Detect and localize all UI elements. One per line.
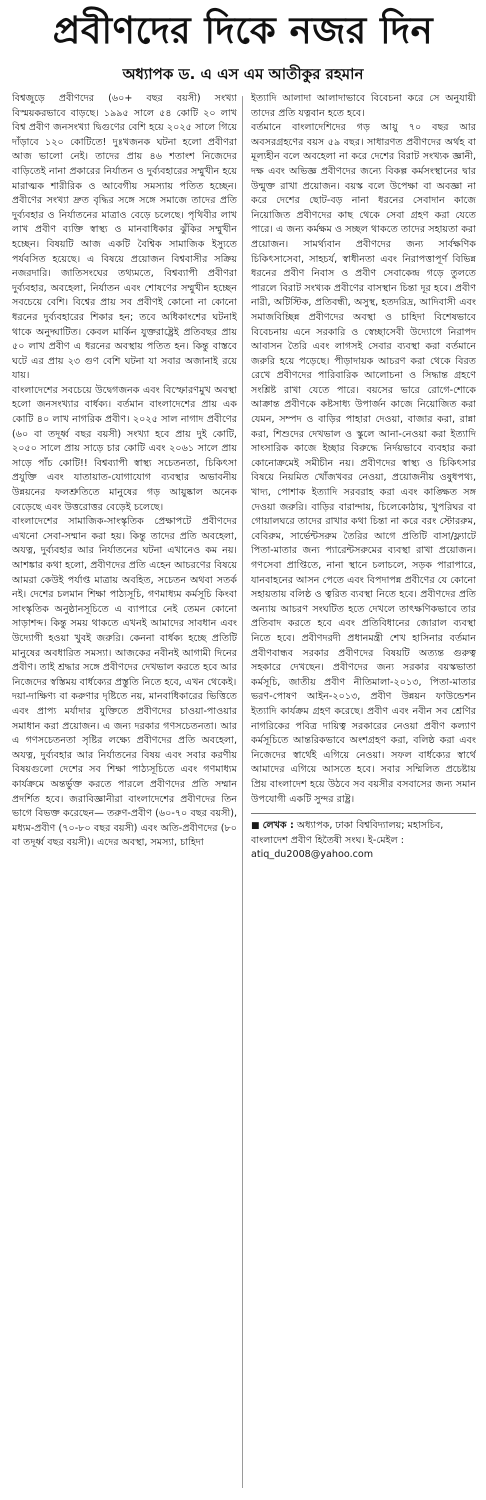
paragraph: ইত্যাদি আলাদা আলাদাভাবে বিবেচনা করে সে অনুযায়ী তাদের প্রতি যত্নবান হতে হবে। (251, 93, 476, 119)
article-byline: অধ্যাপক ড. এ এস এম আতীকুর রহমান (122, 65, 364, 83)
column-divider (242, 96, 243, 1488)
paragraph: বাংলাদেশের সবচেয়ে উদ্বেগজনক এবং বিস্ফোরণমুখ অবস্থা হলো জনসংখ্যার বার্ধক্য। বর্তমান বাংলাদেশের প্রায় এক কোটি ৪০ লাখ নাগরিক প্রবীণ। ২০২৫ সাল নাগাদ প্রবীণের (৬০ বা তদূর্ধ্ব বছর বয়সী) সংখ্যা হবে প্রায় দুই কোটি, ২০৫০ সালে প্রায় সাড়ে চার কোটি এবং ২০৬১ সালে প্রায় সাড়ে পাঁচ কোটি!! বিশ্বব্যাপী স্বাস্থ্য সচেতনতা, চিকিৎসা প্রযুক্তি এবং যাতায়াত-যোগাযোগ ব্যবস্থার অভাবনীয় উন্নয়নের ফলশ্রুতিতে মানুষের গড় আয়ুষ্কাল অনেক বেড়েছে এবং উত্তরোত্তর বেড়েই চলেছে। (12, 384, 237, 513)
author-note-text: অধ্যাপক, ঢাকা বিশ্ববিদ্যালয়; মহাসচিব, বাংলাদেশ প্রবীণ হিতৈষী সংঘ। ই-মেইল : atiq_du2008@yahoo.com (251, 820, 444, 861)
paragraph: বাংলাদেশের সামাজিক-সাংস্কৃতিক প্রেক্ষাপটে প্রবীণদের এখনো সেবা-সম্মান করা হয়। কিন্তু তাদের প্রতি অবহেলা, অযত্ন, দুর্ব্যবহার আর নির্যাতনের ঘটনা এখানেও কম নয়। আশঙ্কার কথা হলো, প্রবীণদের প্রতি এহেন আচরণের বিষয়ে আমরা কেউই পর্যাপ্ত মাত্রায় অবহিত, সচেতন অথবা সতর্ক নই। দেশের চলমান শিক্ষা পাঠ্যসূচি, গণমাধ্যম কর্মসূচি কিংবা সাংস্কৃতিক অনুষ্ঠানসূচিতে এ ব্যাপারে নেই তেমন কোনো সাড়াশব্দ। কিন্তু সময় থাকতে এখনই আমাদের সাবধান এবং উদ্যোগী হওয়া খুবই জরুরি। কেননা বার্ধক্য হচ্ছে প্রতিটি মানুষের অবধারিত সমস্যা। আজকের নবীনই আগামী দিনের প্রবীণ। তাই শ্রদ্ধার সঙ্গে প্রবীণদের দেখভাল করতে হবে আর নিজেদের স্বস্তিময় বার্ধক্যের প্রস্তুতি নিতে হবে, এখন থেকেই। (12, 516, 237, 688)
author-note (251, 813, 476, 863)
right-column (251, 92, 476, 1487)
paragraph: বর্তমানে বাংলাদেশিদের গড় আয়ু ৭০ বছর আর অবসরগ্রহণের বয়স ৫৯ বছর। সাধারণত প্রবীণদের অর্থহ বা মূল্যহীন বলে অবহেলা না করে দেশের বিরাট সংখ্যক জ্ঞানী, দক্ষ এবং অভিজ্ঞ প্রবীণদের জন্যে বিকল্প কর্মসংস্থানের দ্বার উন্মুক্ত রাখা প্রয়োজন। বয়স্ক বলে উপেক্ষা বা অবজ্ঞা না করে দেশের ছোট-বড় নানা ধরনের সেবাদান কাজে নিয়োজিত প্রবীণদের কাছ থেকে সেবা গ্রহণ করা যেতে পারে। এ জন্য কর্মক্ষম ও সচ্ছল থাকতে তাদের সহায়তা করা প্রয়োজন। সামর্থ্যবান প্রবীণদের জন্য সার্বক্ষণিক চিকিৎসাসেবা, সাহচর্য, স্বাধীনতা এবং নিরাপত্তাপূর্ণ বিভিন্ন ধরনের প্রবীণ নিবাস ও প্রবীণ সেবাকেন্দ্র গড়ে তুলতে পারলে বিরাট সংখ্যক প্রবীণের বাসস্থান চিন্তা দূর হবে। প্রবীণ নারী, অটিস্টিক, প্রতিবন্ধী, অসুস্থ, হতদরিদ্র, আদিবাসী এবং সমাজবিচ্ছিন্ন প্রবীণদের অবস্থা ও চাহিদা বিশেষভাবে বিবেচনায় এনে সরকারি ও স্বেচ্ছাসেবী উদ্যোগে নিরাপদ আবাসন তৈরি এবং লাগসই সেবার ব্যবস্থা করা বর্তমানে জরুরি হয়ে পড়েছে। পীড়াদায়ক আচরণ করা থেকে বিরত রেখে প্রবীণদের পারিবারিক আলোচনা ও সিদ্ধান্ত গ্রহণে সংশ্লিষ্ট রাখা যেতে পারে। বয়সের ভারে রোগে-শোকে আক্রান্ত প্রবীণকে কষ্টসাধ্য উপার্জন কাজে নিয়োজিত করা যেমন, সম্পদ ও বাড়ির পাহারা দেওয়া, বাজার করা, রান্না করা, শিশুদের দেখভাল ও স্কুলে আনা-নেওয়া করা ইত্যাদি সাংসারিক কাজে ইচ্ছার বিরুদ্ধে নির্দয়ভাবে ব্যবহার করা কোনোক্রমেই সমীচীন নয়। প্রবীণদের স্বাস্থ্য ও চিকিৎসার বিষয়ে নিয়মিত খোঁজখবর নেওয়া, প্রয়োজনীয় ওষুধপথ্য, খাদ্য, পোশাক ইত্যাদি সরবরাহ করা এবং কাঙ্ক্ষিত সঙ্গ দেওয়া জরুরি। বাড়ির বারান্দায়, চিলেকোঠায়, খুপরিঘর বা গোয়ালঘরে তাদের রাখার কথা চিন্তা না করে বরং স্টোররুম, বেবিরুম, সার্ভেন্টসরুম তৈরির আগে প্রতিটি বাসা/ফ্ল্যাটে পিতা-মাতার জন্য প্যারেন্টসরুমের ব্যবস্থা রাখা প্রয়োজন। গণসেবা প্রাপ্তিতে, নানা স্থানে চলাচলে, সড়ক পারাপারে, যানবাহনের আসন পেতে এবং বিপদাপন্ন প্রবীণের যে কোনো সহায়তায় বলিষ্ঠ ও ত্বরিত ব্যবস্থা নিতে হবে। প্রবীণদের প্রতি অন্যায় আচরণ সংঘটিত হতে দেখলে তাৎক্ষণিকভাবে তার প্রতিবাদ করতে হবে এবং প্রতিবিধানের জোরাল ব্যবস্থা নিতে হবে। প্রবীণদরদী প্রধানমন্ত্রী শেখ হাসিনার বর্তমান প্রবীণবান্ধব সরকার প্রবীণদের বিষয়টি অত্যন্ত গুরুত্ব সহকারে দেখছেন। প্রবীণদের জন্য সরকার বয়স্কভাতা কর্মসূচি, জাতীয় প্রবীণ নীতিমালা-২০১৩, পিতা-মাতার ভরণ-পোষণ আইন-২০১৩, প্রবীণ উন্নয়ন ফাউন্ডেশন ইত্যাদি কার্যক্রম গ্রহণ করেছে। প্রবীণ এবং নবীন সব শ্রেণির নাগরিকের পবিত্র দায়িত্ব সরকারের নেওয়া প্রবীণ কল্যাণ কর্মসূচিতে আন্তরিকভাবে অংশগ্রহণ করা, বলিষ্ঠ করা এবং নিজেদের স্বার্থেই এগিয়ে নেওয়া। সফল বার্ধক্যের স্বার্থে আমাদের এগিয়ে আসতে হবে। সবার সম্মিলিত প্রচেষ্টায় প্রিয় বাংলাদেশ হয়ে উঠবে সব বয়সীর বসবাসের জন্য সমান উপযোগী একটি সুন্দর রাষ্ট্র। (251, 122, 476, 805)
paragraph: বিশ্বজুড়ে প্রবীণদের (৬০+ বছর বয়সী) সংখ্যা বিস্ময়করভাবে বাড়ছে। ১৯৯৫ সালে ৫৪ কোটি ২০ লাখ বিশ্ব প্রবীণ জনসংখ্যা দ্বিগুণের বেশি হয়ে ২০২৫ সালে গিয়ে দাঁড়াবে ১২০ কোটিতে! দুঃখজনক ঘটনা হলো প্রবীণরা আজ ভালো নেই। তাদের প্রায় ৪৬ শতাংশ নিজেদের বাড়িতেই নানা প্রকারের নির্যাতন ও দুর্ব্যবহারের সম্মুখীন হয়ে মারাত্মক শারীরিক ও আবেগীয় সমস্যায় পতিত হচ্ছেন। প্রবীণের সংখ্যা দ্রুত বৃদ্ধির সঙ্গে সঙ্গে সমাজে তাদের প্রতি দুর্ব্যবহার ও নির্যাতনের মাত্রাও বেড়ে চলেছে। পৃথিবীর লাখ লাখ প্রবীণ ব্যক্তি স্বাস্থ্য ও মানবাধিকার ঝুঁকির সম্মুখীন হচ্ছেন। বিষয়টি আজ একটি বৈশ্বিক সামাজিক ইস্যুতে পর্যবসিত হয়েছে। এ বিষয়ে প্রয়োজন বিশ্ববাসীর সক্রিয় নজরদারি। জাতিসংঘের তথ্যমতে, বিশ্বব্যাপী প্রবীণরা দুর্ব্যবহার, অবহেলা, নির্যাতন এবং শোষণের সম্মুখীন হচ্ছেন সবচেয়ে বেশি। বিশ্বের প্রায় সব প্রবীণই কোনো না কোনো ধরনের দুর্ব্যবহারের শিকার হন; তবে অধিকাংশের ঘটনাই থাকে অনুদ্ঘাটিত। কেবল মার্কিন যুক্তরাষ্ট্রেই প্রতিবছর প্রায় ৫০ লাখ প্রবীণ এ ধরনের অবস্থায় পতিত হন। কিন্তু বাস্তবে ঘটে এর প্রায় ২৩ গুণ বেশি ঘটনা যা সবার অজানাই রয়ে যায়। (12, 93, 237, 382)
square-bullet-icon: ■ (251, 821, 260, 832)
left-column (12, 92, 237, 1487)
author-note-label: লেখক : (262, 820, 294, 832)
paragraph: দয়া-দাক্ষিণ্য বা করুণার দৃষ্টিতে নয়, মানবাধিকারের ভিত্তিতে এবং প্রাপ্য মর্যাদার যুক্তিতে প্রবীণদের চাওয়া-পাওয়ার সমাধান করা প্রয়োজন। এ জন্য দরকার গণসচেতনতা। আর এ গণসচেতনতা সৃষ্টির লক্ষ্যে প্রবীণদের প্রতি অবহেলা, অযত্ন, দুর্ব্যবহার আর নির্যাতনের বিষয় এবং সবার করণীয় বিষয়গুলো দেশের সব শিক্ষা পাঠ্যসূচিতে এবং গণমাধ্যম কার্যক্রমে অন্তর্ভুক্ত করতে পারলে প্রবীণদের প্রতি সম্মান প্রদর্শিত হবে। জরাবিজ্ঞানীরা বাংলাদেশের প্রবীণদের তিন ভাগে বিভক্ত করেছেন— তরুণ-প্রবীণ (৬০-৭০ বছর বয়সী), মধ্যম-প্রবীণ (৭০-৮০ বছর বয়সী) এবং অতি-প্রবীণদের (৮০ বা তদূর্ধ্ব বছর বয়সী)। এদের অবস্থা, সমস্যা, চাহিদা (12, 691, 237, 849)
article-headline: প্রবীণদের দিকে নজর দিন (52, 9, 434, 52)
